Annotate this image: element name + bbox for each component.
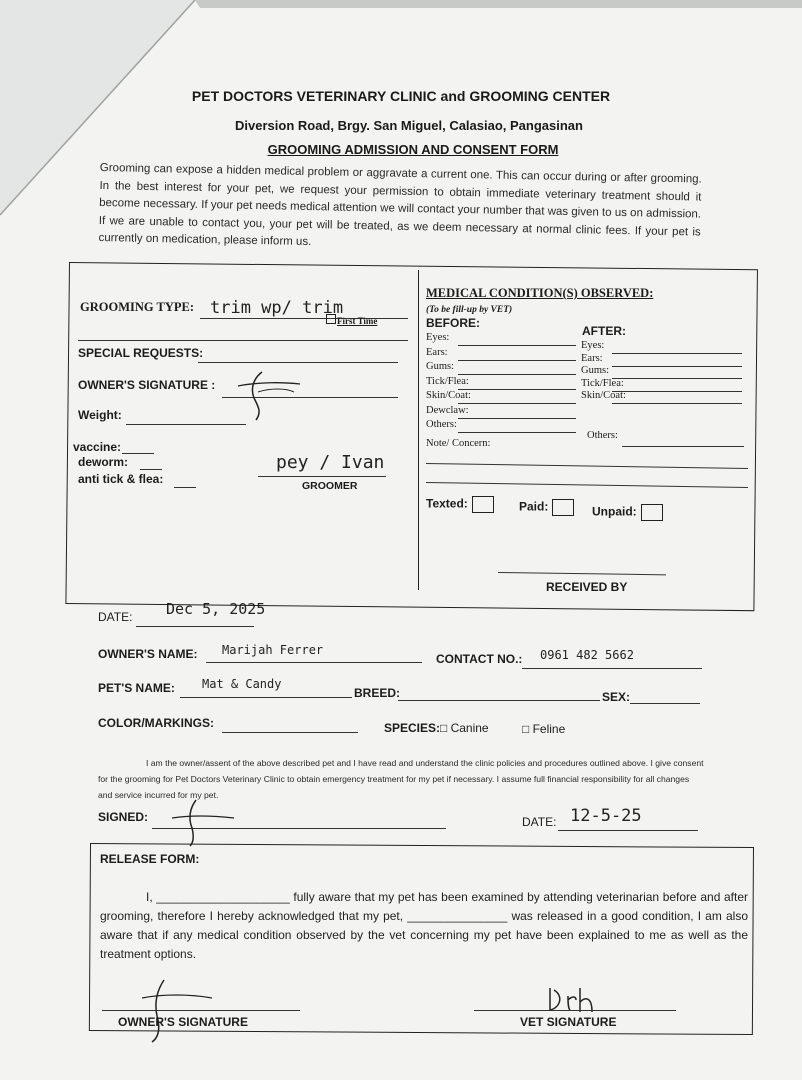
pet-name-label: PET'S NAME:	[98, 681, 175, 695]
after-field-tickflea[interactable]	[612, 391, 742, 392]
medical-title: MEDICAL CONDITION(S) OBSERVED:	[426, 286, 654, 300]
after-field-ears[interactable]	[612, 366, 742, 367]
before-item-skincoat: Skin/Coat:	[426, 390, 471, 401]
after-field-skincoat[interactable]	[612, 403, 742, 404]
contact-label: CONTACT NO.:	[436, 652, 523, 666]
vet-signature-label: VET SIGNATURE	[520, 1015, 617, 1029]
clinic-address: Diversion Road, Brgy. San Miguel, Calasiao, Pangasinan	[235, 118, 583, 133]
after-item-gums: Gums:	[581, 365, 610, 376]
groomer-name[interactable]: pey / Ivan	[276, 452, 385, 473]
owner-signature-mark	[228, 368, 308, 422]
before-field-tickflea[interactable]	[458, 389, 576, 390]
received-by-label: RECEIVED BY	[546, 580, 628, 594]
after-item-eyes: Eyes:	[581, 340, 605, 351]
before-field-others[interactable]	[458, 432, 576, 433]
unpaid-label: Unpaid:	[592, 504, 637, 519]
clinic-name: PET DOCTORS VETERINARY CLINIC and GROOMING CENTER	[191, 88, 611, 104]
special-requests-label: SPECIAL REQUESTS:	[78, 346, 204, 360]
box-divider	[418, 270, 419, 590]
before-item-eyes: Eyes:	[426, 332, 450, 343]
pet-name-value[interactable]: Mat & Candy	[202, 677, 282, 691]
before-item-dewclaw: Dewclaw:	[426, 404, 469, 416]
color-label: COLOR/MARKINGS:	[98, 716, 214, 730]
weight-label: Weight:	[78, 408, 122, 422]
sex-label: SEX:	[602, 690, 631, 704]
owner-signature-release-label: OWNER'S SIGNATURE	[118, 1015, 248, 1029]
date-value[interactable]: Dec 5, 2025	[166, 600, 266, 618]
before-field-eyes[interactable]	[458, 345, 576, 346]
grooming-type-value[interactable]: trim wp/ trim	[210, 298, 344, 318]
intro-paragraph: Grooming can expose a hidden medical problem or aggravate a current one. This can occur during or after grooming. In the best interest for your pet, we request your permission to obtain immediate veterinary treatment should it become necessary. If your pet needs medical attention we will contact your number that was given to us on admission. If we are unable to contact you, your pet will be treated, as we deem necessary at normal clinic fees. If your pet is currently on medication, please inform us.	[98, 161, 702, 249]
first-time-label: First Time	[337, 316, 378, 326]
after-item-skincoat: Skin/Coat:	[581, 390, 626, 401]
unpaid-checkbox[interactable]	[592, 504, 663, 521]
before-field-gums[interactable]	[458, 374, 576, 375]
deworm-label: deworm:	[78, 455, 129, 469]
date-label: DATE:	[98, 610, 133, 624]
before-item-tickflea: Tick/Flea:	[426, 375, 469, 387]
consent-paragraph: I am the owner/assent of the above described pet and I have read and understand the clinic policies and procedures outlined above. I give consent for the grooming for Pet Doctors Veterinary Clinic to obtain emergency treatment for my pet if necessary. I assume full financial responsibility for all changes and service incurred for my pet.	[98, 758, 704, 800]
release-paragraph: I, ____________________ fully aware that my pet has been examined by attending veterinarian before and after grooming, therefore I hereby acknowledged that my pet, _______________ was released in a good condition, I am also aware that if any medical condition observed by the vet concerning my pet have been explained to me as well as the treatment options.	[100, 890, 748, 961]
before-label: BEFORE:	[426, 316, 480, 330]
after-field-gums[interactable]	[612, 378, 742, 379]
species-label: SPECIES:	[384, 721, 441, 735]
owner-signature-label: OWNER'S SIGNATURE :	[78, 378, 216, 392]
texted-checkbox[interactable]	[426, 496, 494, 513]
anti-tick-label: anti tick & flea:	[78, 472, 164, 486]
texted-label: Texted:	[426, 496, 468, 511]
note-label: Note/ Concern:	[426, 438, 491, 449]
breed-label: BREED:	[354, 686, 401, 700]
vaccine-label: vaccine:	[73, 440, 122, 454]
first-time-checkbox[interactable]	[326, 314, 377, 326]
before-field-skincoat[interactable]	[458, 403, 576, 404]
form-title: GROOMING ADMISSION AND CONSENT FORM	[267, 142, 559, 157]
paid-checkbox[interactable]	[519, 499, 574, 516]
signed-date-label: DATE:	[522, 815, 557, 829]
signed-label: SIGNED:	[98, 810, 149, 824]
canine-option[interactable]: □ Canine	[440, 721, 489, 735]
medical-subtitle: (To be fill-up by VET)	[426, 305, 513, 315]
after-field-eyes[interactable]	[612, 353, 742, 354]
grooming-type-label: GROOMING TYPE:	[80, 300, 195, 314]
before-item-gums: Gums:	[426, 361, 455, 372]
after-label: AFTER:	[582, 324, 626, 338]
contact-value[interactable]: 0961 482 5662	[540, 648, 634, 662]
release-title: RELEASE FORM:	[100, 852, 200, 866]
owner-name-label: OWNER'S NAME:	[98, 647, 198, 661]
signed-signature-mark	[168, 798, 240, 848]
feline-option[interactable]: □ Feline	[522, 722, 566, 736]
before-item-ears: Ears:	[426, 346, 448, 358]
before-field-dewclaw[interactable]	[458, 418, 576, 419]
after-item-ears: Ears:	[581, 352, 603, 364]
paid-label: Paid:	[519, 499, 549, 514]
after-others-label: Others:	[587, 430, 618, 441]
groomer-label: GROOMER	[302, 480, 358, 492]
before-field-ears[interactable]	[458, 360, 576, 361]
owner-name-value[interactable]: Marijah Ferrer	[222, 643, 324, 657]
release-owner-signature-mark	[136, 978, 220, 1044]
after-item-tickflea: Tick/Flea:	[581, 377, 624, 389]
signed-date-value[interactable]: 12-5-25	[570, 806, 642, 826]
before-item-others: Others:	[426, 419, 457, 430]
